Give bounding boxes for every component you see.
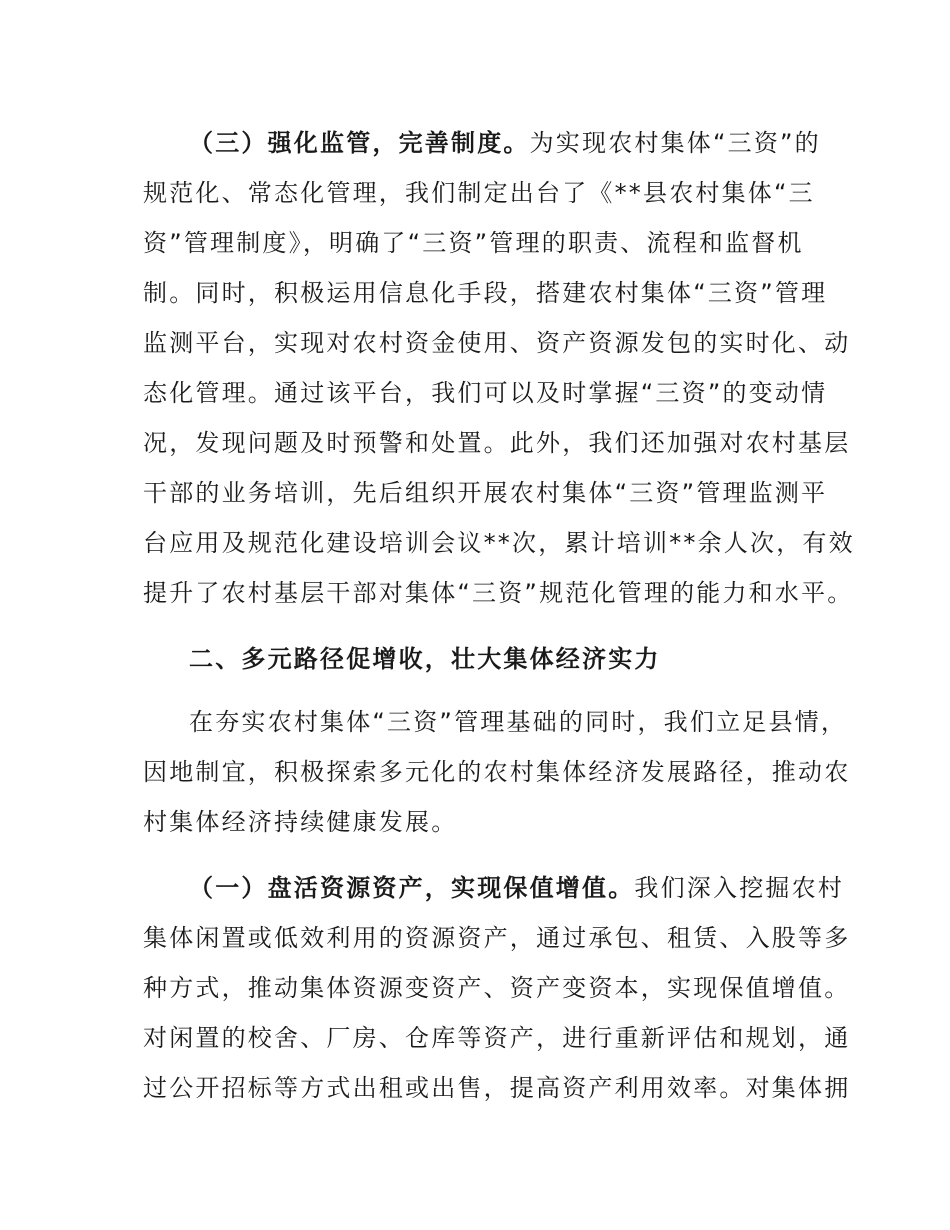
body-line: 制。同时，积极运用信息化手段，搭建农村集体“三资”管理	[143, 279, 828, 307]
body-line: 资”管理制度》，明确了“三资”管理的职责、流程和监督机	[143, 229, 804, 257]
section-three-line-1-rest: 为实现农村集体“三资”的	[529, 129, 821, 157]
body-line: 规范化、常态化管理，我们制定出台了《**县农村集体“三	[143, 179, 815, 207]
body-line: 对闲置的校舍、厂房、仓库等资产，进行重新评估和规划，通	[143, 1024, 851, 1052]
intro-line: 因地制宜，积极探索多元化的农村集体经济发展路径，推动农	[143, 758, 851, 786]
section-three-bold-lead: （三）强化监管，完善制度。	[189, 129, 530, 157]
body-line: 监测平台，实现对农村资金使用、资产资源发包的实时化、动	[143, 329, 851, 357]
section-one-bold-lead: （一）盘活资源资产，实现保值增值。	[189, 874, 635, 902]
body-line: 况，发现问题及时预警和处置。此外，我们还加强对农村基层	[143, 429, 851, 457]
intro-line: 村集体经济持续健康发展。	[143, 808, 458, 836]
section-one-line-1-rest: 我们深入挖掘农村	[634, 874, 845, 902]
body-line: 台应用及规范化建设培训会议**次，累计培训**余人次，有效	[143, 529, 855, 557]
intro-line: 在夯实农村集体“三资”管理基础的同时，我们立足县情，	[189, 708, 848, 736]
section-heading: 二、多元路径促增收，壮大集体经济实力	[189, 645, 661, 673]
body-line: 干部的业务培训，先后组织开展农村集体“三资”管理监测平	[143, 479, 828, 507]
section-three-line-1	[189, 126, 821, 160]
body-line: 种方式，推动集体资源变资产、资产变资本，实现保值增值。	[143, 974, 851, 1002]
body-line: 集体闲置或低效利用的资源资产，通过承包、租赁、入股等多	[143, 924, 851, 952]
body-line: 态化管理。通过该平台，我们可以及时掌握“三资”的变动情	[143, 379, 828, 407]
body-line: 提升了农村基层干部对集体“三资”规范化管理的能力和水平。	[143, 579, 854, 607]
section-one-line-1	[189, 871, 844, 905]
body-line: 过公开招标等方式出租或出售，提高资产利用效率。对集体拥	[143, 1074, 851, 1102]
